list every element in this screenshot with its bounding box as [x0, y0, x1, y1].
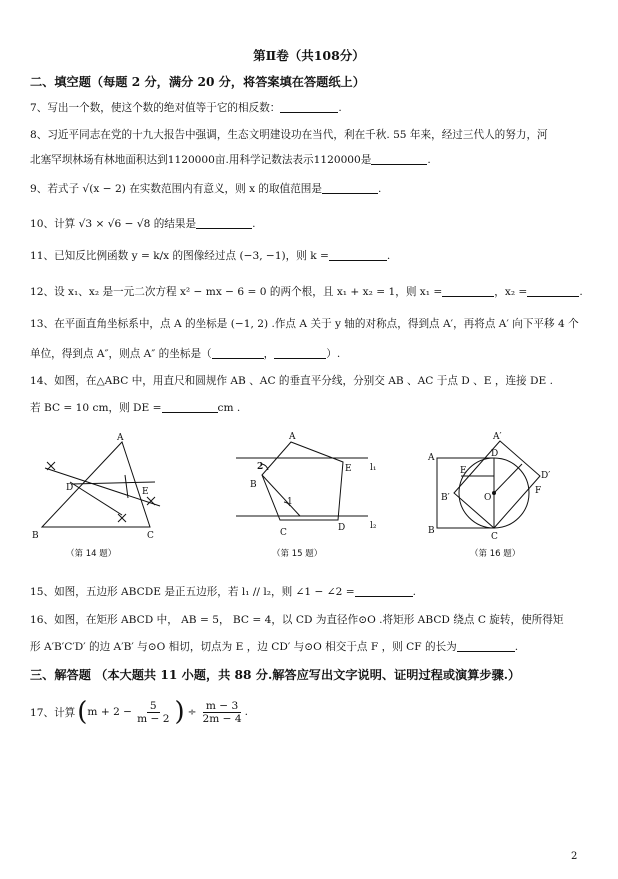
label-d: D: [66, 483, 74, 493]
figure-14: [42, 442, 160, 527]
figure-14-labels: [32, 433, 154, 559]
label-e: E: [345, 464, 352, 474]
question-15-text: 15、如图，五边形 ABCDE 是正五边形，若 l₁ // l₂，则 ∠1 − ∠2 =: [30, 586, 355, 598]
label-d: D: [491, 449, 499, 459]
label-a: A: [289, 432, 296, 442]
question-8-text: 北塞罕坝林场有林地面积达到1120000亩.用科学记数法表示1120000是: [30, 154, 372, 166]
angle-1-label: 1: [287, 497, 293, 507]
question-16-line-2: [30, 639, 518, 654]
fraction-2-denominator: 2m − 4: [202, 712, 242, 725]
fraction-2-numerator: m − 3: [203, 700, 241, 713]
label-a: A: [117, 433, 124, 443]
label-d: D: [338, 523, 346, 533]
arc-mark: [118, 514, 126, 522]
question-15: [30, 584, 416, 599]
left-paren: (: [77, 697, 88, 727]
construction-line: [70, 482, 122, 515]
question-14-text: 若 BC = 10 cm，则 DE =: [30, 402, 162, 414]
center-dot: [493, 492, 496, 495]
label-e: E: [460, 466, 467, 476]
section-solve-heading: 三、解答题 （本大题共 11 小题，共 88 分.解答应写出文字说明、证明过程或演算步骤.）: [30, 668, 521, 682]
label-o: O: [484, 493, 492, 503]
label-e: E: [142, 487, 149, 497]
question-12-x2-label: ，x₂ =: [494, 286, 528, 298]
unit: cm .: [217, 402, 241, 414]
label-l1: l₁: [370, 463, 377, 473]
question-8-line-1: 8、习近平同志在党的十九大报告中强调，生态文明建设功在当代，利在千秋. 55 年来，经过三代人的努力，河: [30, 129, 548, 141]
question-9-text: 9、若式子 √(x − 2) 在实数范围内有意义，则 x 的取值范围是: [30, 183, 322, 195]
question-7-text: 7、写出一个数，使这个数的绝对值等于它的相反数：: [30, 102, 281, 114]
question-13-text: 单位，得到点 A″，则点 A″ 的坐标是（: [30, 348, 212, 360]
figure-16-labels: [427, 432, 550, 559]
fraction-1: [134, 700, 172, 725]
question-14-line-1: 14、如图，在△ABC 中，用直尺和圆规作 AB 、AC 的垂直平分线，分别交 AB 、AC 于点 D 、E ，连接 DE .: [30, 375, 553, 387]
fraction-1-denominator: m − 2: [137, 712, 170, 725]
period: .: [427, 154, 431, 166]
fraction-2: [200, 700, 245, 725]
question-13-line-1: 13、在平面直角坐标系中，点 A 的坐标是 (−1, 2) .作点 A 关于 y 轴的对称点，得到点 A′，再将点 A′ 向下平移 4 个: [30, 318, 579, 330]
angle-2-label: 2: [257, 462, 264, 472]
label-f: F: [535, 486, 542, 496]
radius-line: [494, 464, 522, 493]
answer-blank: [355, 585, 413, 597]
period: .: [514, 641, 519, 653]
arc-mark: [47, 462, 55, 470]
arc-mark: [147, 497, 155, 505]
label-b: B: [250, 480, 257, 490]
section-fill-in-heading: 二、填空题（每题 2 分，满分 20 分，将答案填在答题纸上）: [30, 75, 365, 89]
period: .: [386, 250, 391, 262]
question-12-text: 12、设 x₁、x₂ 是一元二次方程 x² − mx − 6 = 0 的两个根，且 x₁ + x₂ = 1，则 x₁ =: [30, 286, 443, 298]
question-17: [30, 694, 248, 730]
label-b-prime: B′: [441, 493, 450, 503]
question-11-text: 11、已知反比例函数 y = k/x 的图像经过点 (−3, −1)，则 k =: [30, 250, 329, 262]
fraction-1-numerator: 5: [147, 700, 160, 713]
page-number: 2: [571, 851, 578, 862]
label-b: B: [428, 526, 435, 536]
period: .: [252, 218, 256, 230]
period: .: [579, 286, 583, 298]
period: .: [412, 586, 417, 598]
period: .: [244, 706, 249, 718]
period: .: [338, 102, 342, 114]
label-l2: l₂: [370, 521, 377, 531]
question-17-prefix: 17、计算: [30, 706, 76, 719]
label-c: C: [280, 528, 287, 538]
divide-sign: ÷: [187, 706, 197, 718]
expression-m-plus-2: m + 2 −: [87, 706, 133, 718]
pentagon-abcde: [262, 442, 343, 520]
diagonal-line: [262, 475, 300, 516]
figure-15-caption: （第 15 题）: [272, 549, 323, 559]
label-a: A: [428, 453, 435, 463]
label-a-prime: A′: [493, 432, 502, 442]
period: .: [378, 183, 382, 195]
figure-14-caption: （第 14 题）: [66, 549, 117, 559]
comma: ，: [263, 348, 275, 360]
question-16-text: 形 A′B′C′D′ 的边 A′B′ 与⊙O 相切，切点为 E ，边 CD′ 与⊙O 相交于点 F ，则 CF 的长为: [30, 641, 457, 653]
figure-16-caption: （第 16 题）: [470, 549, 521, 559]
label-c: C: [491, 532, 498, 542]
answer-blank: [457, 640, 515, 652]
label-b: B: [32, 531, 39, 541]
question-10-text: 10、计算 √3 × √6 − √8 的结果是: [30, 218, 197, 230]
part-title: 第Ⅱ卷（共108分）: [253, 48, 365, 63]
figure-16: [437, 441, 540, 528]
closing-paren: ）.: [326, 348, 341, 360]
label-c: C: [147, 531, 154, 541]
right-paren: ): [174, 697, 185, 727]
question-16-line-1: 16、如图，在矩形 ABCD 中， AB = 5， BC = 4，以 CD 为直径作⊙O .将矩形 ABCD 绕点 C 旋转，使所得矩: [30, 614, 564, 626]
label-d-prime: D′: [541, 471, 551, 481]
